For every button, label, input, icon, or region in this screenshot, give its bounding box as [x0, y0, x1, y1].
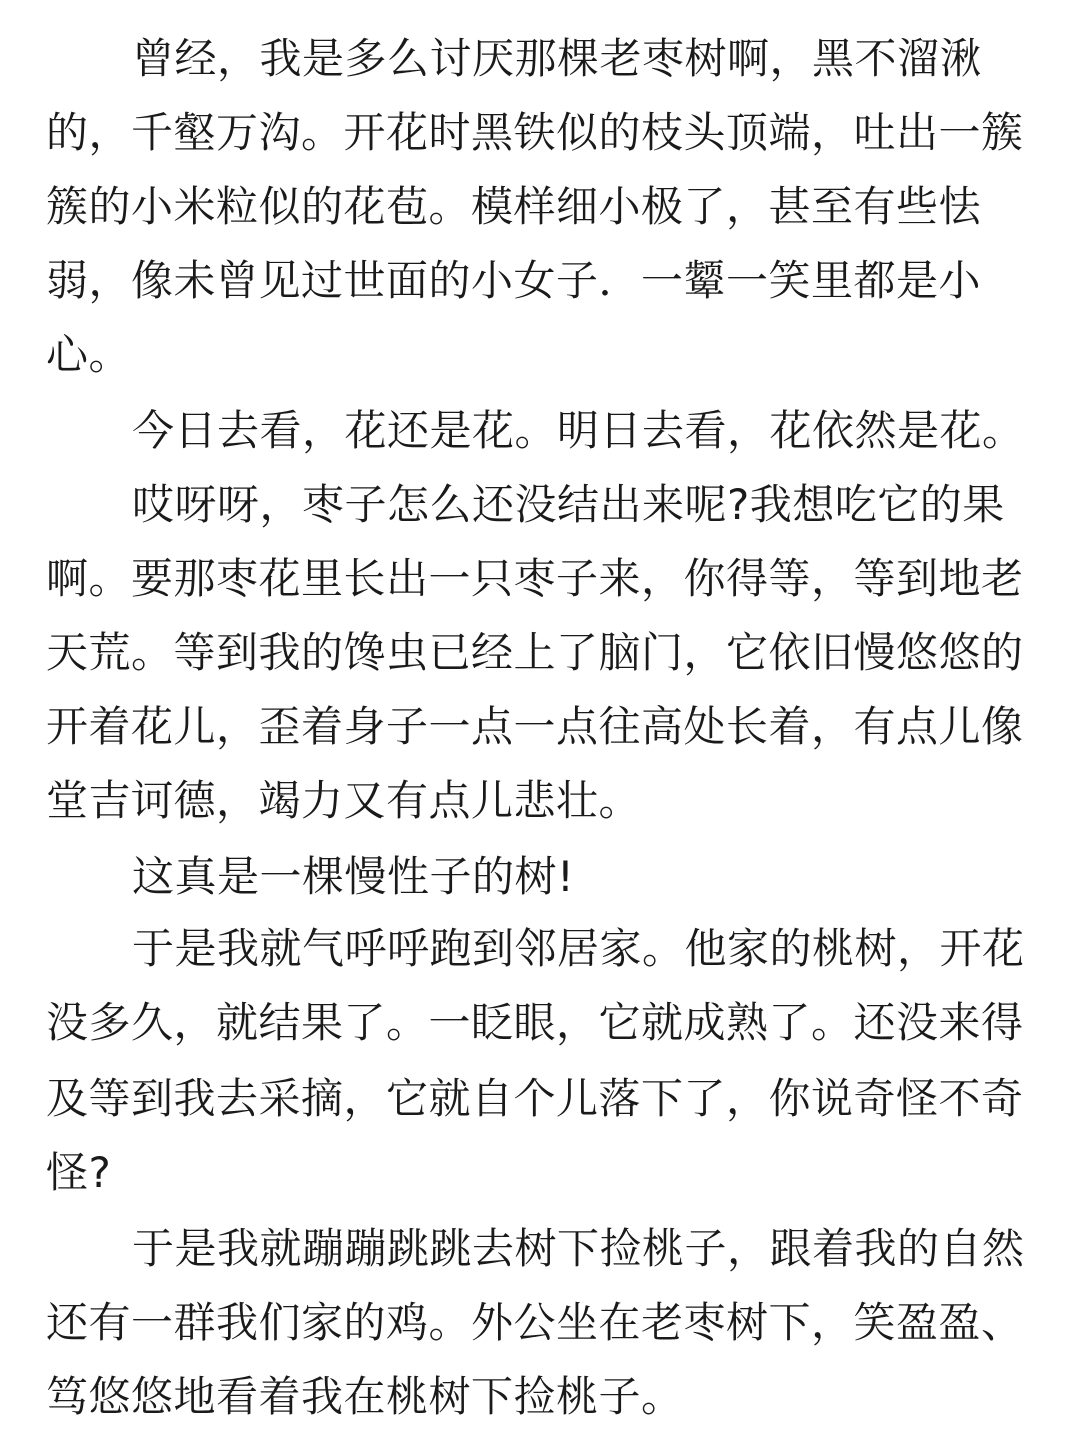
text-line: 心。	[46, 330, 132, 379]
text-line: 于是我就蹦蹦跳跳去树下捡桃子，跟着我的自然	[132, 1224, 1025, 1273]
text-line: 啊。要那枣花里长出一只枣子来，你得等，等到地老	[46, 554, 1024, 603]
text-line: 哎呀呀，枣子怎么还没结出来呢?我想吃它的果	[132, 480, 1005, 529]
text-line: 还有一群我们家的鸡。外公坐在老枣树下，笑盈盈、	[46, 1298, 1024, 1347]
text-line: 曾经，我是多么讨厌那棵老枣树啊，黑不溜湫	[132, 34, 983, 83]
text-line: 堂吉诃德，竭力又有点儿悲壮。	[46, 776, 642, 825]
text-line: 没多久，就结果了。一眨眼，它就成熟了。还没来得	[46, 998, 1024, 1047]
text-line: 天荒。等到我的馋虫已经上了脑门，它依旧慢悠悠的	[46, 628, 1024, 677]
text-line: 于是我就气呼呼跑到邻居家。他家的桃树，开花	[132, 924, 1025, 973]
text-line: 怪?	[46, 1148, 112, 1197]
text-line: 今日去看，花还是花。明日去看，花依然是花。	[132, 406, 1025, 455]
text-line: 开着花儿，歪着身子一点一点往高处长着，有点儿像	[46, 702, 1024, 751]
text-line: 笃悠悠地看着我在桃树下捡桃子。	[46, 1372, 684, 1421]
text-line: 弱，像未曾见过世面的小女子．一颦一笑里都是小	[46, 256, 982, 305]
text-line: 的，千壑万沟。开花时黑铁似的枝头顶端，吐出一簇	[46, 108, 1024, 157]
text-line: 簇的小米粒似的花苞。模样细小极了，甚至有些怯	[46, 182, 982, 231]
text-line: 及等到我去采摘，它就自个儿落下了，你说奇怪不奇	[46, 1074, 1024, 1123]
text-line: 这真是一棵慢性子的树!	[132, 852, 575, 901]
